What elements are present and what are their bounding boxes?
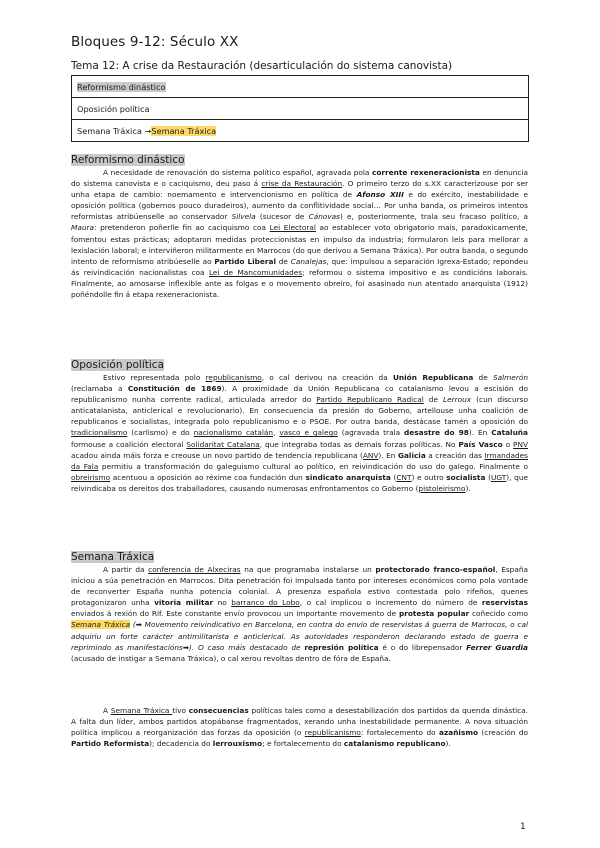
document-title: Bloques 9-12: Século XX bbox=[71, 34, 239, 50]
paragraph-semana: A partir da conferencia de Alxeciras na que programaba instalarse un protectorado franco-español, España iniciou a súa penetración en Marrocos. Dita penetración foi impulsada tanto por intereses económicos como pola vontade de reconverter España nunha potencia colonial. A presenza española estivo contestada polo rifeños, quenes protagonizaron unha vitoria militar no barranco do Lobo, o cal implicou o incremento do número de reservistas enviados á rexión do Rif. Este constante envío provocou un importante movemento de protesta popular coñecido como Semana Tráxica (➡ Movemento reivindicativo en Barcelona, en contra do envío de reservistas á guerra de Marrocos, o cal adquiriu un forte carácter antimilitarista e anticlerical. As autoridades responderon declarando estado de guerra e reprimindo as manifestacións➡). O caso máis destacado de represión política é o do librepensador Ferrer Guardia (acusado de instigar a Semana Tráxica), o cal xerou revoltas dentro de fóra de España. bbox=[71, 565, 528, 663]
paragraph-oposicion: Estivo representada polo republicanismo, o cal derivou na creación da Unión Republicana de Salmerón (reclamaba a Constitución de 1869). A proximidade da Unión Republicana co catalanismo levou a escisión do republicanismo nunha corrente radical, articulada arredor do Partido Republicano Radical de Lerroux (cun discurso anticatalanista, anticlerical e revolucionario). En consecuencia da presión do Goberno, artellouse unha coalición de republicanos e socialistas, integrada polo republicanismo e o PSOE. Por outra banda, destácase tamén a oposición do tradicionalismo (carlismo) e do nacionalismo catalán, vasco e galego (agravada trala desastre do 98). En Cataluña formouse a coalición electoral Solidaritat Catalana, que integraba todas as demais forzas políticas. No País Vasco o PNV acadou ainda máis forza e creouse un novo partido de tendencia republicana (ANV). En Galicia a creación das Irmandades da Fala permitiu a transformación do galeguismo cultural ao político, en reivindicación do uso do galego. Finalmente o obreirismo acentuou a oposición ao réxime coa fundación dun sindicato anarquista (CNT) e outro socialista (UGT), que reivindicaba os dereitos dos traballadores, causando numerosas enfrontamentos co Goberno (pistoleirismo). bbox=[71, 373, 528, 493]
section-title-oposicion: Oposición política bbox=[71, 359, 165, 371]
toc-row-reformismo[interactable] bbox=[72, 76, 528, 98]
paragraph-semana-consecuencias: A Semana Tráxica tivo consecuencias políticas tales como a desestabilización dos partidos da quenda dinástica. A falta dun líder, ambos partidos atopábanse fragmentados, xerando unha inestabilidade permanente. A nova situación política implicou a reorganización das forzas da oposición (o republicanismo: fortalecemento do azañismo (creación do Partido Reformista); decadencia do lerrouxismo; e fortalecemento do catalanismo republicano). bbox=[71, 706, 529, 749]
topic-title: Tema 12: A crise da Restauración (desarticulación do sistema canovista) bbox=[71, 60, 453, 72]
page-number: 1 bbox=[520, 822, 526, 832]
toc-label-highlight: Semana Tráxica bbox=[151, 125, 217, 136]
toc-row-semana[interactable] bbox=[72, 120, 528, 141]
section-title-reformismo: Reformismo dinástico bbox=[71, 154, 185, 166]
toc-label: Oposición política bbox=[77, 103, 150, 114]
table-of-contents bbox=[71, 75, 529, 142]
section-title-semana: Semana Tráxica bbox=[71, 551, 155, 563]
toc-label-prefix: Semana Tráxica → bbox=[77, 125, 152, 136]
toc-row-oposicion[interactable] bbox=[72, 98, 528, 120]
toc-label: Reformismo dinástico bbox=[77, 81, 166, 92]
paragraph-reformismo: A necesidade de renovación do sistema político español, agravada pola corrente rexeneracionista en denuncia do sistema canovista e o caciquismo, deu paso á crise da Restauración. O primeiro terzo do s.XX caracterizouse por ser unha etapa de cambio: noemamento e intervencionismo en política de Afonso XIII e do exército, inestabilidade e oposición política (gobernos pouco duradeiros), aumento da conflitividade social… Por unha banda, os primeiros intentos reformistas atribúenselle ao conservador Silvela (sucesor de Cánovas) e, posteriormente, trala seu fracaso político, a Maura: pretenderon poñerlle fin ao caciquismo coa Lei Electoral ao establecer voto obrigatorio mais, paradoxicamente, fomentou estas prácticas; adoptaron medidas proteccionistas en impulso da industria; formularon leis para mellorar a lexislación laboral; e interviñeron militarmente en Marrocos (do que derivou a Semana Tráxica). Por outra banda, o segundo intento de reformismo atribúeselle ao Partido Liberal de Canalejas, que: impulsou a separación Igrexa-Estado; repondeu ás reivindicación nacionalistas coa Lei de Mancomunidades; reformou o sistema impositivo e as condicións laborais. Finalmente, ao amosarse inflexible ante as folgas e o movemento obreiro, foi asasinado nun atentado anarquista (1912) poñéndolle fin á etapa rexeneracionista. bbox=[71, 168, 529, 300]
